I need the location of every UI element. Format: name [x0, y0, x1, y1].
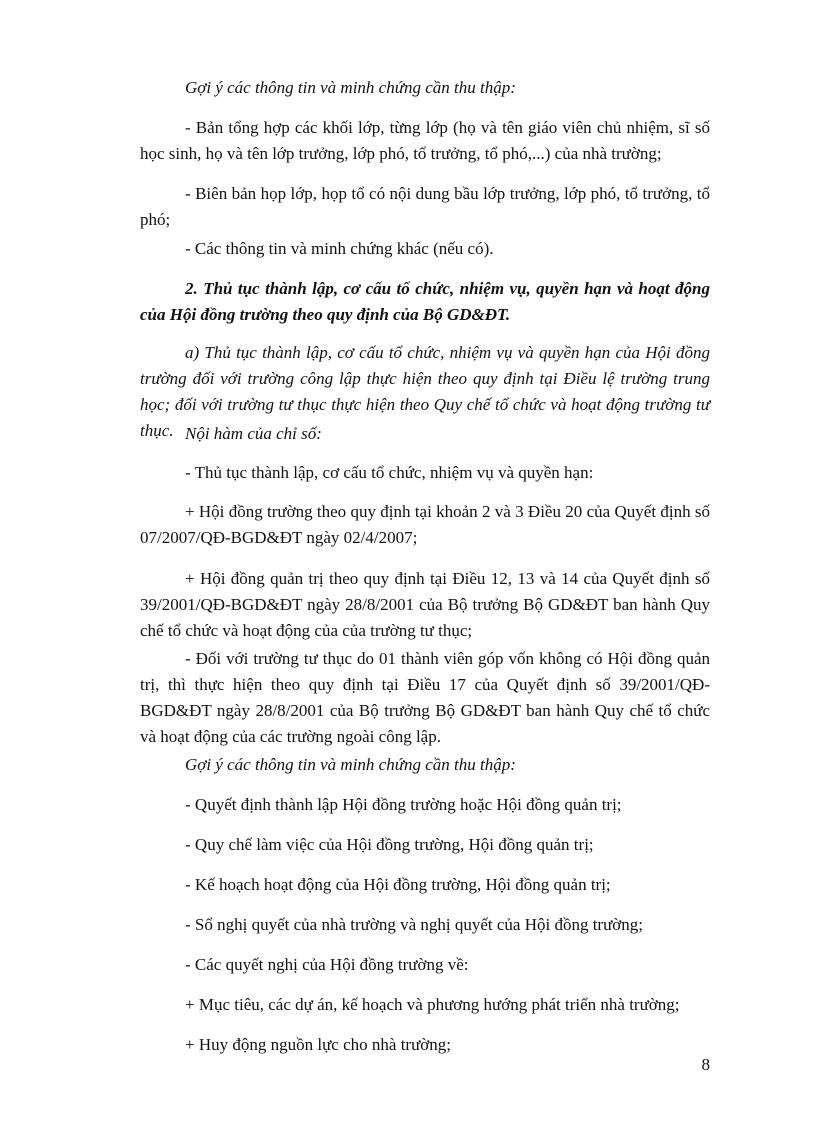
- evidence-item-resolution-book: - Sổ nghị quyết của nhà trường và nghị quyết của Hội đồng trường;: [185, 915, 644, 934]
- resolution-item-goals: + Mục tiêu, các dự án, kế hoạch và phương hướng phát triển nhà trường;: [185, 995, 680, 1014]
- evidence-item-activity-plan: - Kế hoạch hoạt động của Hội đồng trường, Hội đồng quản trị;: [185, 875, 611, 894]
- evidence-hint-heading-2: Gợi ý các thông tin và minh chứng cần thu thập:: [185, 755, 516, 774]
- subsection-a-text: a) Thủ tục thành lập, cơ cấu tổ chức, nhiệm vụ và quyền hạn của Hội đồng trường đối với trường công lập thực hiện theo quy định tại Điều lệ trường trung học; đối với trường tư thục thực hiện theo Quy chế tổ chức và hoạt động trường tư thục.: [140, 343, 710, 440]
- private-school-regulation: - Đối với trường tư thục do 01 thành viên góp vốn không có Hội đồng quản trị, thì thực hiện theo quy định tại Điều 17 của Quyết định số 39/2001/QĐ-BGD&ĐT ngày 28/8/2001 của Bộ trưởng Bộ GD&ĐT ban hành Quy chế tổ chức và hoạt động của các trường ngoài công lập.: [140, 649, 710, 746]
- resolution-item-resources: + Huy động nguồn lực cho nhà trường;: [185, 1035, 451, 1054]
- evidence-item-working-rules: - Quy chế làm việc của Hội đồng trường, Hội đồng quản trị;: [185, 835, 594, 854]
- evidence-hint-heading: Gợi ý các thông tin và minh chứng cần thu thập:: [185, 78, 516, 97]
- evidence-item-establishment-decision: - Quyết định thành lập Hội đồng trường hoặc Hội đồng quản trị;: [185, 795, 622, 814]
- school-council-regulation: + Hội đồng trường theo quy định tại khoản 2 và 3 Điều 20 của Quyết định số 07/2007/QĐ-BGD&ĐT ngày 02/4/2007;: [140, 502, 710, 547]
- procedure-item: - Thủ tục thành lập, cơ cấu tổ chức, nhiệm vụ và quyền hạn:: [185, 463, 594, 482]
- evidence-item-class-summary: - Bản tổng hợp các khối lớp, từng lớp (họ và tên giáo viên chủ nhiệm, sĩ số học sinh, họ và tên lớp trưởng, lớp phó, tổ trưởng, tổ phó,...) của nhà trường;: [140, 118, 710, 163]
- page-number: 8: [701, 1055, 710, 1074]
- evidence-item-meeting-minutes: - Biên bản họp lớp, họp tổ có nội dung bầu lớp trưởng, lớp phó, tổ trưởng, tổ phó;: [140, 184, 710, 229]
- evidence-item-council-resolutions: - Các quyết nghị của Hội đồng trường về:: [185, 955, 469, 974]
- evidence-item-other: - Các thông tin và minh chứng khác (nếu có).: [185, 239, 494, 258]
- board-of-directors-regulation: + Hội đồng quản trị theo quy định tại Điều 12, 13 và 14 của Quyết định số 39/2001/QĐ-BGD&ĐT ngày 28/8/2001 của Bộ trưởng Bộ GD&ĐT ban hành Quy chế tổ chức và hoạt động của của trường tư thục;: [140, 569, 710, 640]
- section-heading-school-council: 2. Thủ tục thành lập, cơ cấu tổ chức, nhiệm vụ, quyền hạn và hoạt động của Hội đồng trường theo quy định của Bộ GD&ĐT.: [140, 279, 710, 324]
- indicator-content-heading: Nội hàm của chỉ số:: [185, 424, 322, 443]
